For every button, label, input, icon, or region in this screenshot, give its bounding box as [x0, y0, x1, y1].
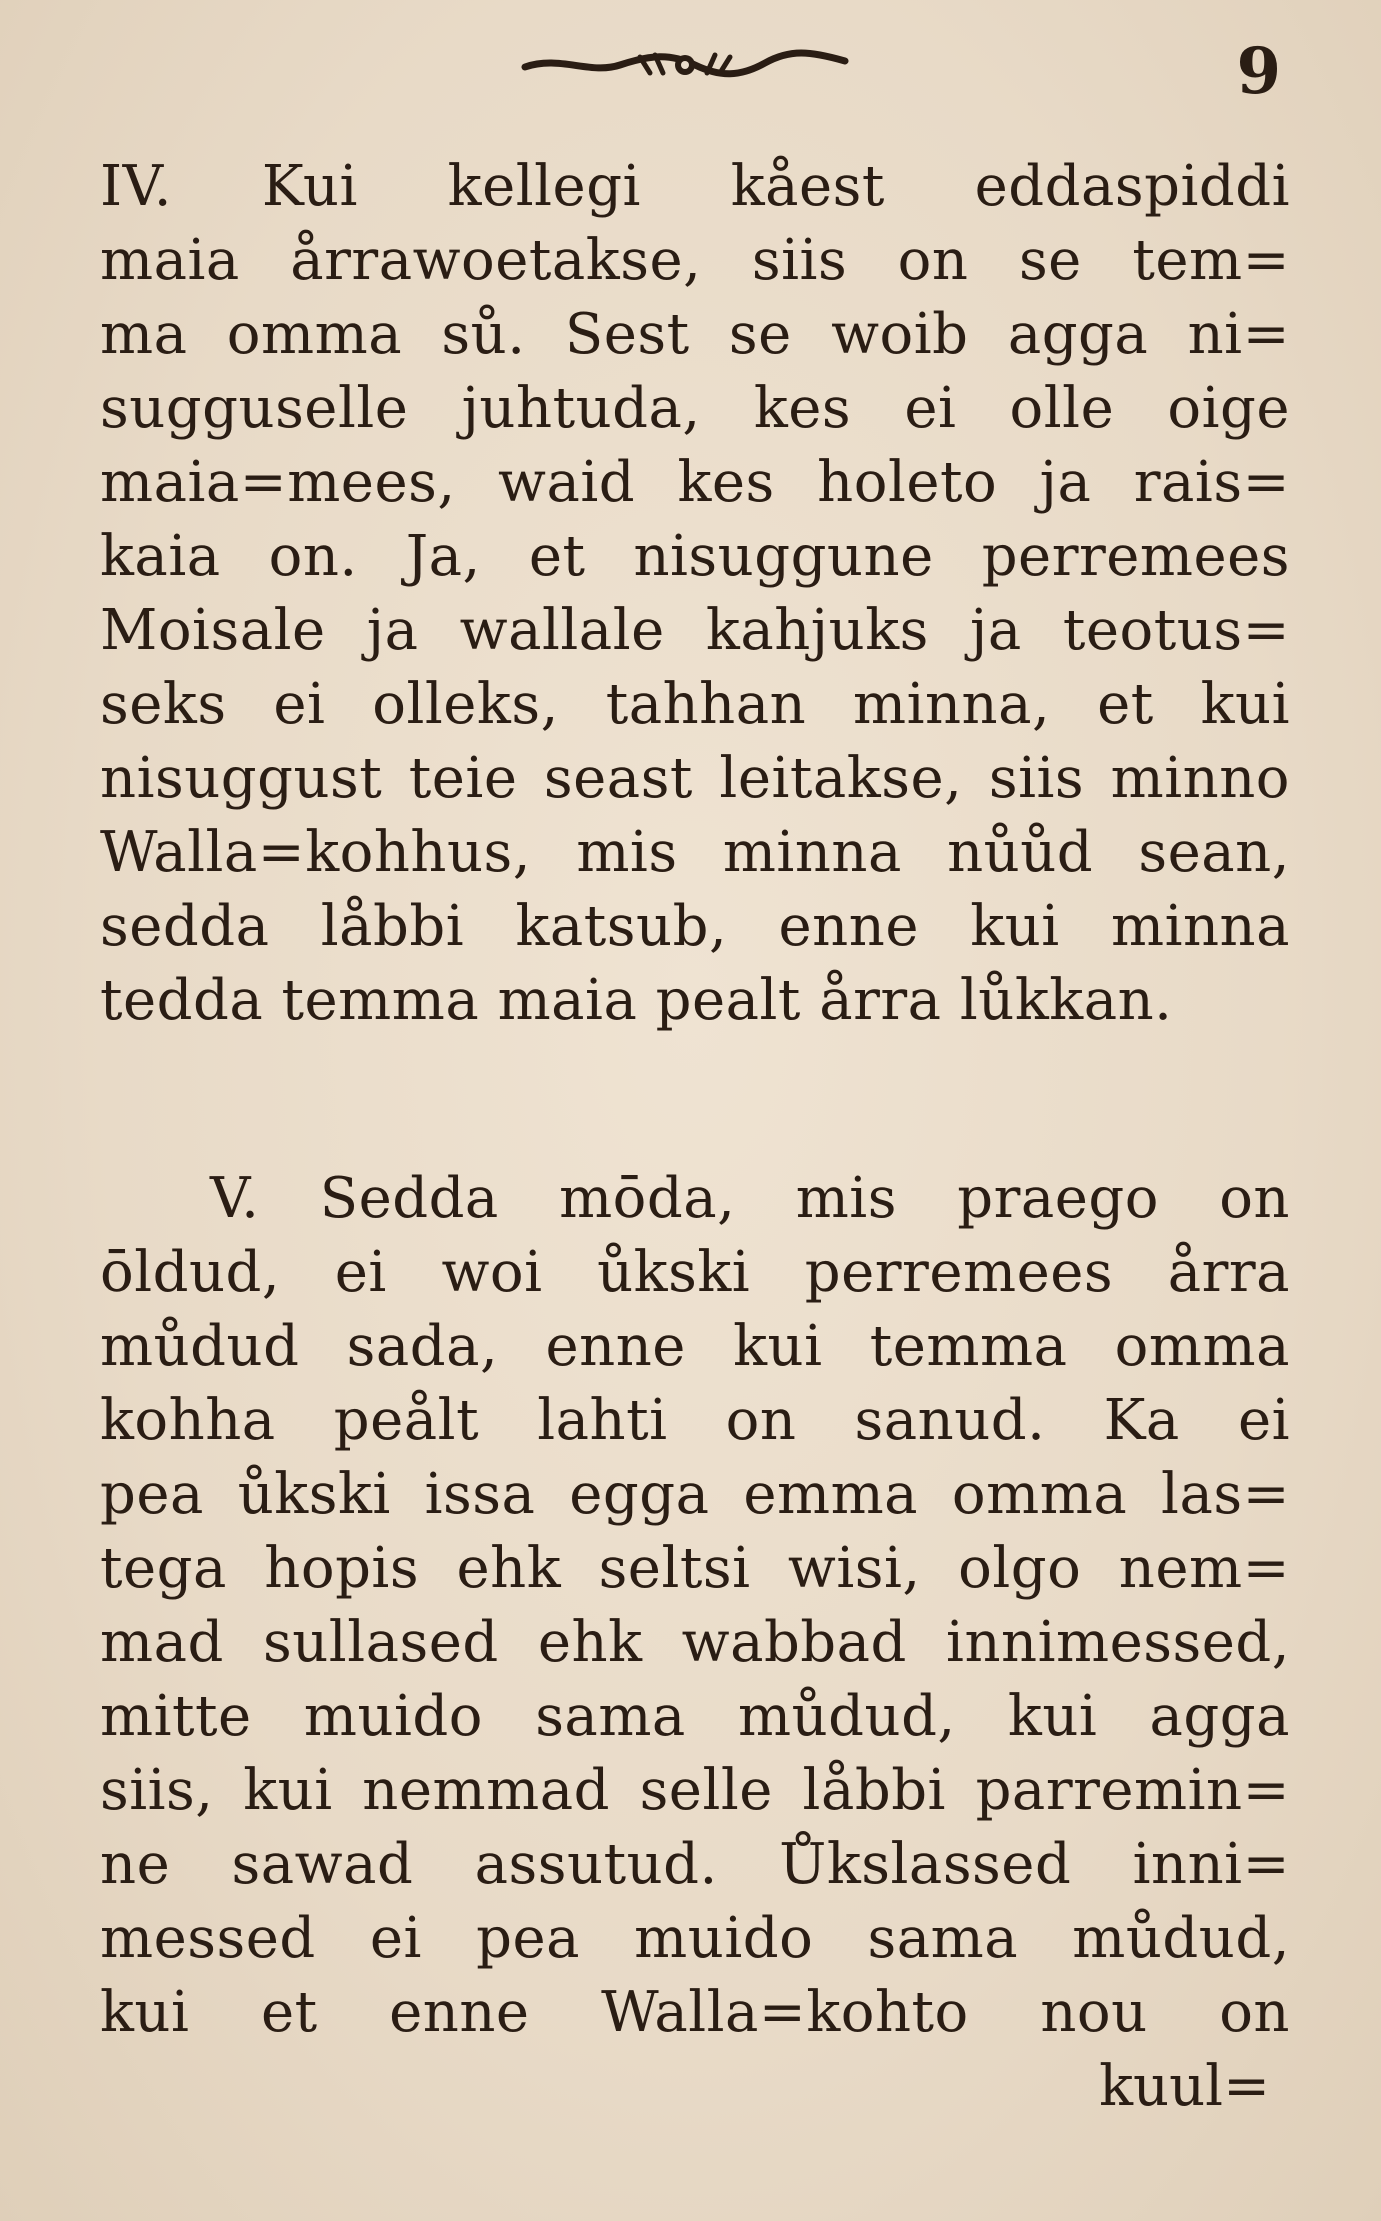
- catchword: kuul=: [1099, 2054, 1270, 2119]
- text-line: tedda temma maia pealt årra lůkkan.: [100, 968, 1173, 1033]
- text-line: ne sawad assutud. Ůkslassed inni=: [100, 1832, 1290, 1897]
- text-line: sedda låbbi katsub, enne kui minna: [100, 894, 1290, 959]
- text-line: pea ůkski issa egga emma omma las=: [100, 1462, 1290, 1527]
- text-line: IV. Kui kellegi kåest eddaspiddi: [100, 154, 1290, 219]
- text-line: mitte muido sama můdud, kui agga: [100, 1684, 1290, 1749]
- text-line: seks ei olleks, tahhan minna, et kui: [100, 672, 1290, 737]
- text-line: siis, kui nemmad selle låbbi parremin=: [100, 1758, 1290, 1823]
- text-line: Walla=kohhus, mis minna nůůd sean,: [100, 820, 1290, 885]
- paragraph-iv: [100, 150, 1290, 1038]
- body-text: [100, 150, 1290, 2124]
- text-line: maia årrawoetakse, siis on se tem=: [100, 228, 1290, 293]
- page-number: 9: [1236, 34, 1281, 109]
- text-line: Moisale ja wallale kahjuks ja teotus=: [100, 598, 1290, 663]
- text-line: maia=mees, waid kes holeto ja rais=: [100, 450, 1290, 515]
- text-line: mad sullased ehk wabbad innimessed,: [100, 1610, 1290, 1675]
- text-line: ma omma sů. Sest se woib agga ni=: [100, 302, 1290, 367]
- text-line: nisuggust teie seast leitakse, siis minno: [100, 746, 1290, 811]
- text-line: kaia on. Ja, et nisuggune perremees: [100, 524, 1290, 589]
- text-line: kui et enne Walla=kohto nou on: [100, 1980, 1290, 2045]
- text-line: můdud sada, enne kui temma omma: [100, 1314, 1290, 1379]
- page-header: [0, 20, 1381, 110]
- text-line: kohha peålt lahti on sanud. Ka ei: [100, 1388, 1290, 1453]
- head-ornament-icon: [520, 45, 850, 85]
- text-line: tega hopis ehk seltsi wisi, olgo nem=: [100, 1536, 1290, 1601]
- paragraph-v: [100, 1162, 1290, 2050]
- text-line: V. Sedda mōda, mis praego on: [210, 1166, 1290, 1231]
- text-line: sugguselle juhtuda, kes ei olle oige: [100, 376, 1290, 441]
- text-line: ōldud, ei woi ůkski perremees årra: [100, 1240, 1290, 1305]
- text-line: messed ei pea muido sama můdud,: [100, 1906, 1290, 1971]
